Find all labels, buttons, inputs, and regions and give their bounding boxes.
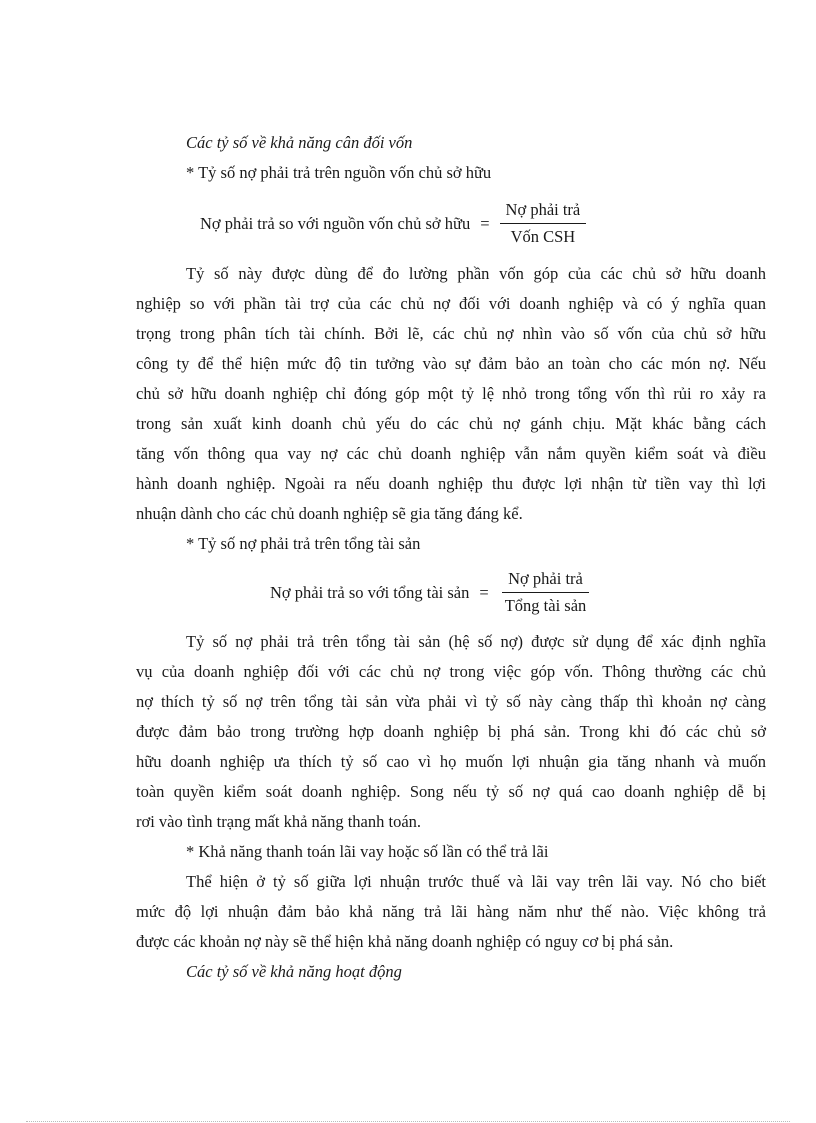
fraction-numerator: Nợ phải trả <box>500 199 587 224</box>
formula-debt-to-equity <box>200 199 586 248</box>
equals-sign: = <box>480 213 490 233</box>
paragraph-line: rơi vào tình trạng mất khả năng thanh toán. <box>136 812 422 831</box>
fraction <box>499 568 593 617</box>
bullet-heading: * Tỷ số nợ phải trả trên nguồn vốn chủ sở hữu <box>186 163 492 182</box>
paragraph-line: nghiệp so với phần tài trợ của các chủ nợ đối với doanh nghiệp và có ý nghĩa quan <box>136 294 766 313</box>
section-heading: Các tỷ số về khả năng cân đối vốn <box>186 133 413 152</box>
paragraph-line: vụ của doanh nghiệp đối với các chủ nợ trong việc góp vốn. Thông thường các chủ <box>136 662 766 681</box>
paragraph-line: chủ sở hữu doanh nghiệp chỉ đóng góp một tỷ lệ nhỏ trong tổng vốn thì rủi ro xảy ra <box>136 384 766 403</box>
paragraph-line: được đảm bảo trong trường hợp doanh nghiệp bị phá sản. Trong khi đó các chủ sở <box>136 722 766 741</box>
paragraph-line: nhuận dành cho các chủ doanh nghiệp sẽ gia tăng đáng kể. <box>136 504 523 523</box>
paragraph-line: tăng vốn thông qua vay nợ các chủ doanh nghiệp vẫn nắm quyền kiểm soát và điều <box>136 444 766 463</box>
bullet-heading: * Khả năng thanh toán lãi vay hoặc số lần có thể trả lãi <box>186 842 549 861</box>
paragraph-line: Tỷ số này được dùng để đo lường phần vốn góp của các chủ sở hữu doanh <box>186 264 766 283</box>
formula-label: Nợ phải trả so với tổng tài sản <box>270 582 470 602</box>
page-bottom-divider <box>26 1121 790 1122</box>
paragraph-line: được các khoản nợ này sẽ thể hiện khả năng doanh nghiệp có nguy cơ bị phá sản. <box>136 932 674 951</box>
paragraph-line: trong sản xuất kinh doanh chủ yếu do các chủ nợ gánh chịu. Mặt khác bằng cách <box>136 414 766 433</box>
bullet-heading: * Tỷ số nợ phải trả trên tổng tài sản <box>186 534 421 553</box>
fraction-denominator: Vốn CSH <box>510 227 576 246</box>
paragraph-line: hành doanh nghiệp. Ngoài ra nếu doanh nghiệp thu được lợi nhận từ tiền vay thì lợi <box>136 474 766 493</box>
fraction <box>500 199 587 248</box>
paragraph-line: trọng trong phân tích tài chính. Bởi lẽ, các chủ nợ nhìn vào số vốn của chủ sở hữu <box>136 324 766 343</box>
paragraph-line: toàn quyền kiểm soát doanh nghiệp. Song nếu tỷ số nợ quá cao doanh nghiệp dễ bị <box>136 782 766 801</box>
section-heading: Các tỷ số về khả năng hoạt động <box>186 962 402 981</box>
fraction-denominator: Tổng tài sản <box>504 596 587 615</box>
fraction-numerator: Nợ phải trả <box>502 568 589 593</box>
paragraph-line: nợ thích tỷ số nợ trên tổng tài sản vừa phải vì tỷ số này càng thấp thì khoản nợ càng <box>136 692 766 711</box>
paragraph-line: hữu doanh nghiệp ưa thích tỷ số cao vì họ muốn lợi nhuận gia tăng nhanh và muốn <box>136 752 766 771</box>
formula-label: Nợ phải trả so với nguồn vốn chủ sở hữu <box>200 213 471 233</box>
paragraph-line: Tỷ số nợ phải trả trên tổng tài sản (hệ số nợ) được sử dụng để xác định nghĩa <box>186 632 766 651</box>
paragraph-line: Thể hiện ở tỷ số giữa lợi nhuận trước thuế và lãi vay trên lãi vay. Nó cho biết <box>186 872 766 891</box>
formula-debt-to-assets <box>270 568 592 617</box>
paragraph-line: công ty để thể hiện mức độ tin tưởng vào sự đảm bảo an toàn cho các món nợ. Nếu <box>136 354 766 373</box>
equals-sign: = <box>479 582 489 602</box>
paragraph-line: mức độ lợi nhuận đảm bảo khả năng trả lãi hàng năm như thế nào. Việc không trả <box>136 902 766 921</box>
